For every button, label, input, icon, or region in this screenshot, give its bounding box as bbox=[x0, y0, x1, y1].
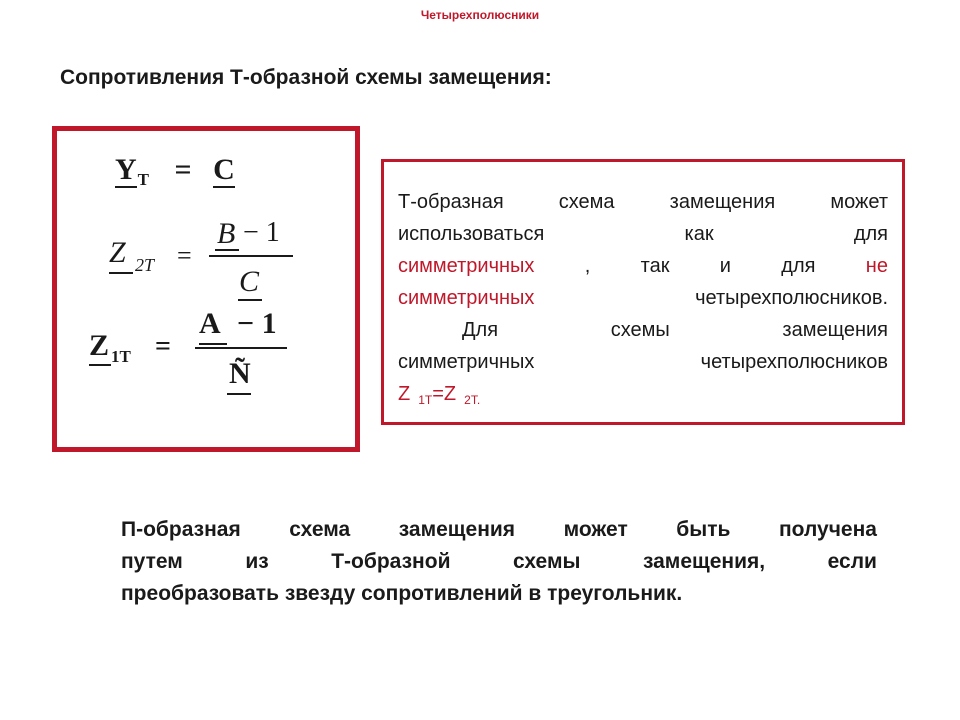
formula-z1t-fraction-bar bbox=[195, 347, 287, 349]
bottom-paragraph bbox=[121, 514, 877, 610]
formula-z2t-lhs-underline bbox=[109, 272, 133, 274]
formula-z2t-lhs: Z bbox=[109, 236, 126, 269]
formula-z2t-num-var: B bbox=[217, 217, 236, 250]
formula-yt-sub: T bbox=[137, 170, 150, 189]
formula-z1t-lhs-underline bbox=[89, 364, 111, 366]
slide-heading: Сопротивления Т-образной схемы замещения: bbox=[60, 66, 552, 89]
formula-z2t-eq: = bbox=[177, 241, 192, 270]
formula-z1t-den: Ñ bbox=[229, 357, 251, 390]
formula-yt bbox=[115, 153, 235, 187]
formula-z1t-num-rest: − 1 bbox=[237, 307, 277, 340]
header-title: Четырехполюсники bbox=[420, 8, 540, 22]
symmetric-term-1: симметричных bbox=[398, 255, 535, 277]
formula-z2t-den: C bbox=[239, 265, 260, 298]
formula-z1t-den-underline bbox=[227, 393, 251, 395]
info-line-5: Для схемы замещения bbox=[462, 319, 888, 341]
formula-yt-rhs: C bbox=[213, 153, 235, 186]
formula-z1t-minus-underline bbox=[199, 343, 227, 345]
bottom-line-1: П-образная схема замещения может быть получена bbox=[121, 518, 877, 541]
not-term: не bbox=[865, 255, 888, 277]
formula-z2t-den-underline bbox=[238, 299, 262, 301]
formula-yt-lhs: Y bbox=[115, 153, 137, 186]
formula-z1t-lhs: Z bbox=[89, 329, 110, 362]
info-line-4: симметричных четырехполюсников. bbox=[398, 282, 888, 314]
bottom-line-3: преобразовать звезду сопротивлений в треугольник. bbox=[121, 582, 683, 605]
formula-z2t-num-underline bbox=[215, 249, 239, 251]
formula-z2t-num-rest: − 1 bbox=[243, 217, 280, 248]
info-line-7 bbox=[398, 378, 888, 416]
info-box bbox=[381, 159, 905, 425]
formula-box bbox=[52, 126, 360, 452]
formula-z2t-fraction-bar bbox=[209, 255, 293, 257]
formula-yt-eq: = bbox=[174, 153, 192, 186]
symmetric-term-2: симметричных bbox=[398, 287, 535, 309]
info-line-6: симметричных четырехполюсников bbox=[398, 351, 888, 373]
formula-z1t-eq: = bbox=[155, 331, 171, 362]
formula-z1t-sub: 1T bbox=[111, 347, 131, 366]
formula-z1t-num-var: A bbox=[199, 307, 221, 340]
info-line-1: Т-образная схема замещения может bbox=[398, 191, 888, 213]
info-line-2: использоваться как для bbox=[398, 223, 888, 245]
formula-z2t-sub: 2T bbox=[135, 255, 155, 275]
info-line-3: симметричных , так и для не bbox=[398, 250, 888, 282]
z-equality: Z $_{1Т}$=Z $_{2Т.}$ bbox=[398, 383, 481, 407]
bottom-line-2: путем из Т-образной схемы замещения, если bbox=[121, 550, 877, 573]
